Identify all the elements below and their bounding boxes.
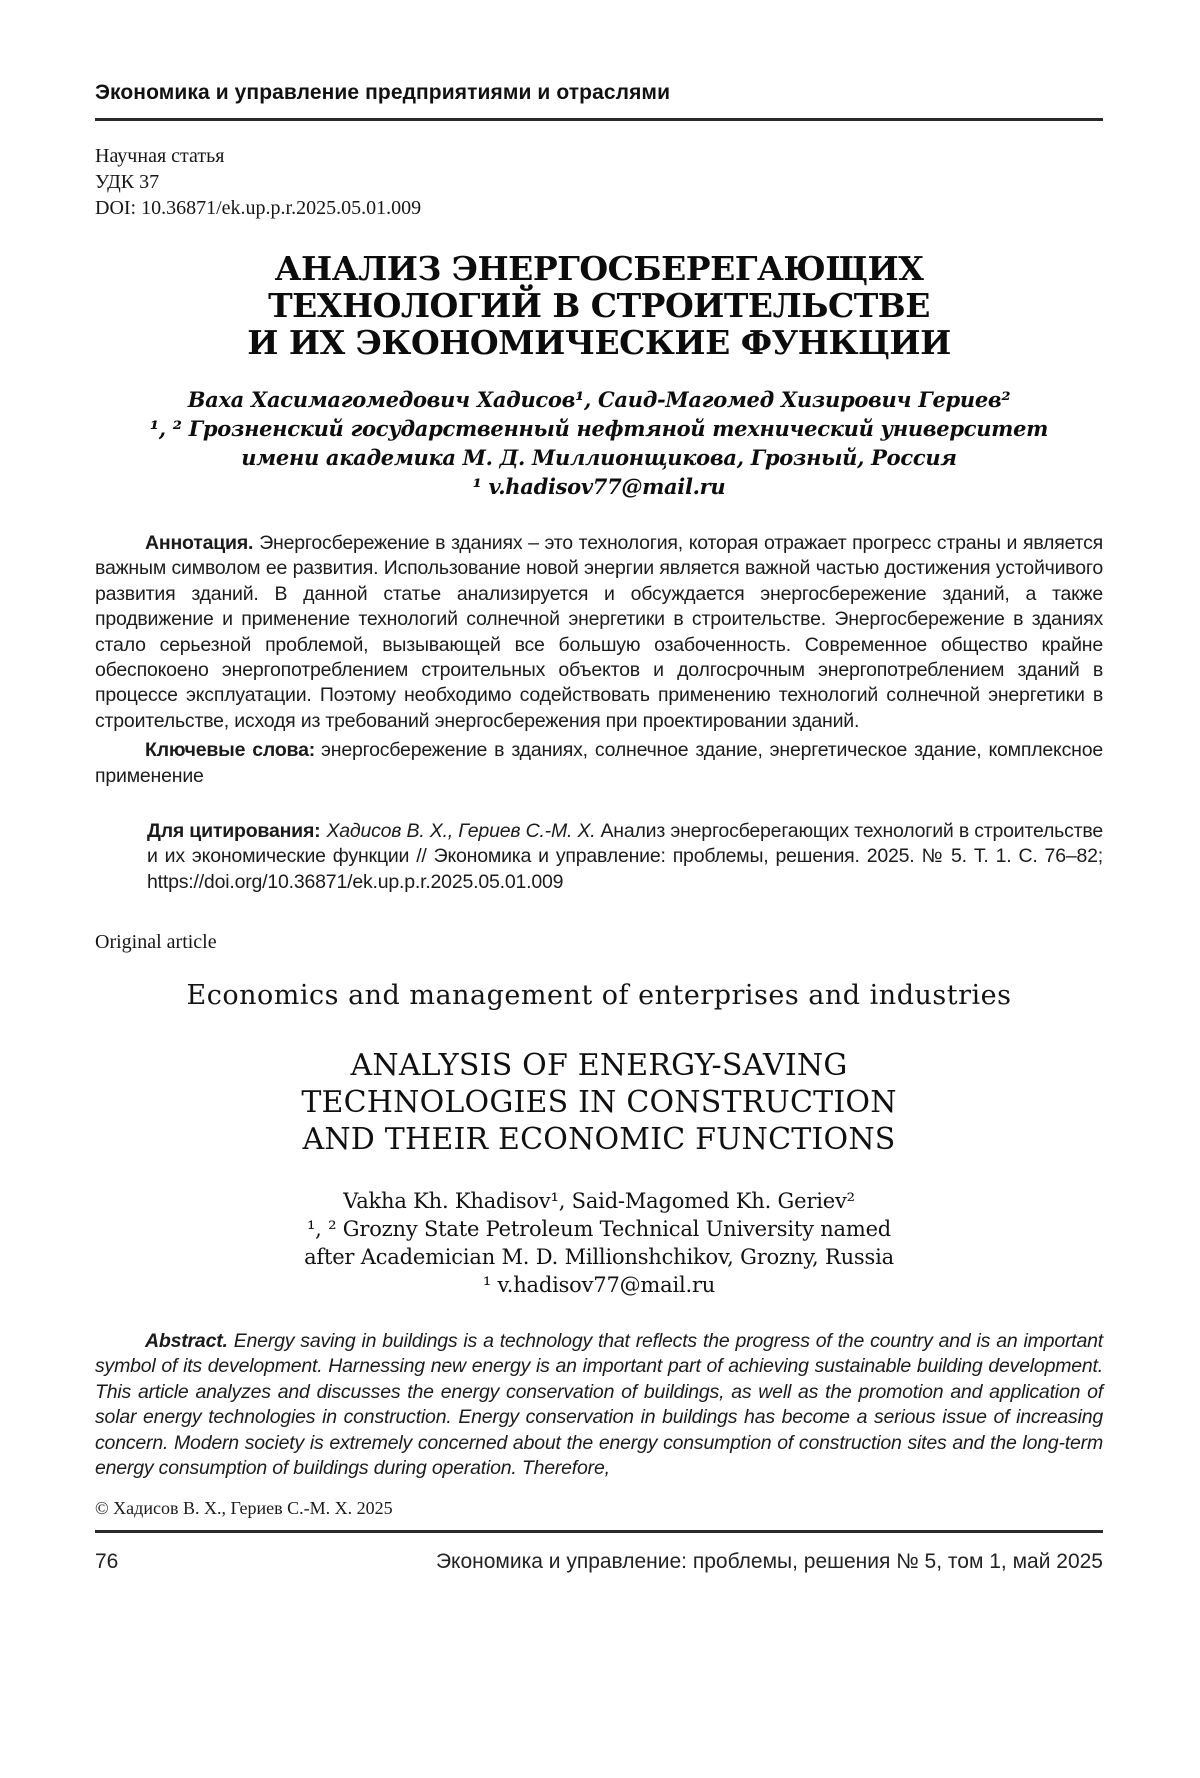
- abstract-ru-label: Аннотация.: [145, 532, 254, 554]
- affiliation-ru-line2: имени академика М. Д. Миллионщикова, Грозный, Россия: [241, 445, 957, 470]
- citation-text: Анализ энергосберегающих технологий в строительстве и их экономические функции // Экономика и управление: проблемы, решения. 2025. № 5. Т. 1. С. 76–82; https://doi.org/10.36871/ek.up.p.r.2025.05.01.009: [147, 820, 1103, 893]
- page-footer: [95, 1549, 1103, 1575]
- article-meta: [95, 143, 1103, 221]
- keywords-ru-text: энергосбережение в зданиях, солнечное здание, энергетическое здание, комплексное применение: [95, 739, 1103, 787]
- abstract-ru-text: Энергосбережение в зданиях – это технология, которая отражает прогресс страны и является важным символом ее развития. Использование новой энергии является важной частью достижения устойчивого развития зданий. В данной статье анализируется и обсуждается энергосбережение зданий, а также продвижение и применение технологий солнечной энергетики в строительстве. Энергосбережение в зданиях стало серьезной проблемой, вызывающей все большую озабоченность. Современное общество крайне обеспокоено энергопотреблением строительных объектов и долгосрочным энергопотреблением зданий в процессе эксплуатации. Поэтому необходимо содействовать применению технологий солнечной энергетики в строительстве, исходя из требований энергосбережения при проектировании зданий.: [95, 532, 1103, 732]
- article-type-en: Original article: [95, 930, 217, 953]
- affiliation-en-line2: after Academician M. D. Millionshchikov, Grozny, Russia: [304, 1244, 894, 1269]
- title-en-line2: TECHNOLOGIES IN CONSTRUCTION: [301, 1084, 897, 1120]
- doi-line: DOI: 10.36871/ek.up.p.r.2025.05.01.009: [95, 197, 422, 219]
- affiliation-ru-line1: ¹, ² Грозненский государственный нефтяной технический университет: [149, 416, 1049, 441]
- footer-rule: [95, 1530, 1103, 1533]
- copyright-line: © Хадисов В. Х., Гериев С.-М. Х. 2025: [95, 1497, 393, 1518]
- keywords-ru-label: Ключевые слова:: [145, 739, 316, 762]
- abstract-ru: [95, 531, 1103, 734]
- section-header-en: Economics and management of enterprises and industries: [186, 979, 1012, 1011]
- article-type-ru: Научная статья: [95, 145, 225, 167]
- email-en: ¹ v.hadisov77@mail.ru: [482, 1272, 716, 1297]
- title-ru: [95, 250, 1103, 361]
- title-en-line1: ANALYSIS OF ENERGY-SAVING: [350, 1047, 848, 1083]
- authors-block-en: [95, 1187, 1103, 1299]
- running-head-ru: Экономика и управление предприятиями и отраслями: [95, 81, 671, 104]
- udk-number: УДК 37: [95, 171, 160, 193]
- page-number: 76: [95, 1549, 119, 1573]
- authors-ru: Ваха Хасимагомедович Хадисов¹, Саид-Магомед Хизирович Гериев²: [187, 387, 1011, 412]
- authors-block-ru: [95, 385, 1103, 501]
- journal-page: [0, 80, 1200, 1778]
- title-en-line3: AND THEIR ECONOMIC FUNCTIONS: [302, 1121, 896, 1157]
- abstract-en: [95, 1329, 1103, 1482]
- abstract-en-label: Abstract.: [145, 1329, 228, 1352]
- title-ru-line2: ТЕХНОЛОГИЙ В СТРОИТЕЛЬСТВЕ: [268, 286, 930, 325]
- title-ru-line1: АНАЛИЗ ЭНЕРГОСБЕРЕГАЮЩИХ: [274, 249, 924, 288]
- affiliation-en-line1: ¹, ² Grozny State Petroleum Technical University named: [306, 1216, 892, 1241]
- header-rule: [95, 118, 1103, 121]
- journal-issue-line: Экономика и управление: проблемы, решения № 5, том 1, май 2025: [435, 1549, 1103, 1573]
- title-en: [95, 1047, 1103, 1158]
- email-ru: ¹ v.hadisov77@mail.ru: [472, 474, 726, 499]
- authors-en: Vakha Kh. Khadisov¹, Said-Magomed Kh. Geriev²: [343, 1188, 855, 1213]
- citation-label: Для цитирования:: [147, 820, 321, 843]
- keywords-ru: [95, 738, 1103, 789]
- citation-authors: Хадисов В. Х., Гериев С.-М. Х.: [326, 820, 596, 843]
- abstract-en-text: Energy saving in buildings is a technology that reflects the progress of the country and is an important symbol of its development. Harnessing new energy is an important part of achieving sustainable building development. This article analyzes and discusses the energy conservation of buildings, as well as the promotion and application of solar energy technologies in construction. Energy conservation in buildings has become a serious issue of increasing concern. Modern society is extremely concerned about the energy consumption of construction sites and the long-term energy consumption of buildings during operation. Therefore,: [95, 1329, 1103, 1480]
- title-ru-line3: И ИХ ЭКОНОМИЧЕСКИЕ ФУНКЦИИ: [247, 323, 951, 362]
- citation-block: [147, 819, 1103, 895]
